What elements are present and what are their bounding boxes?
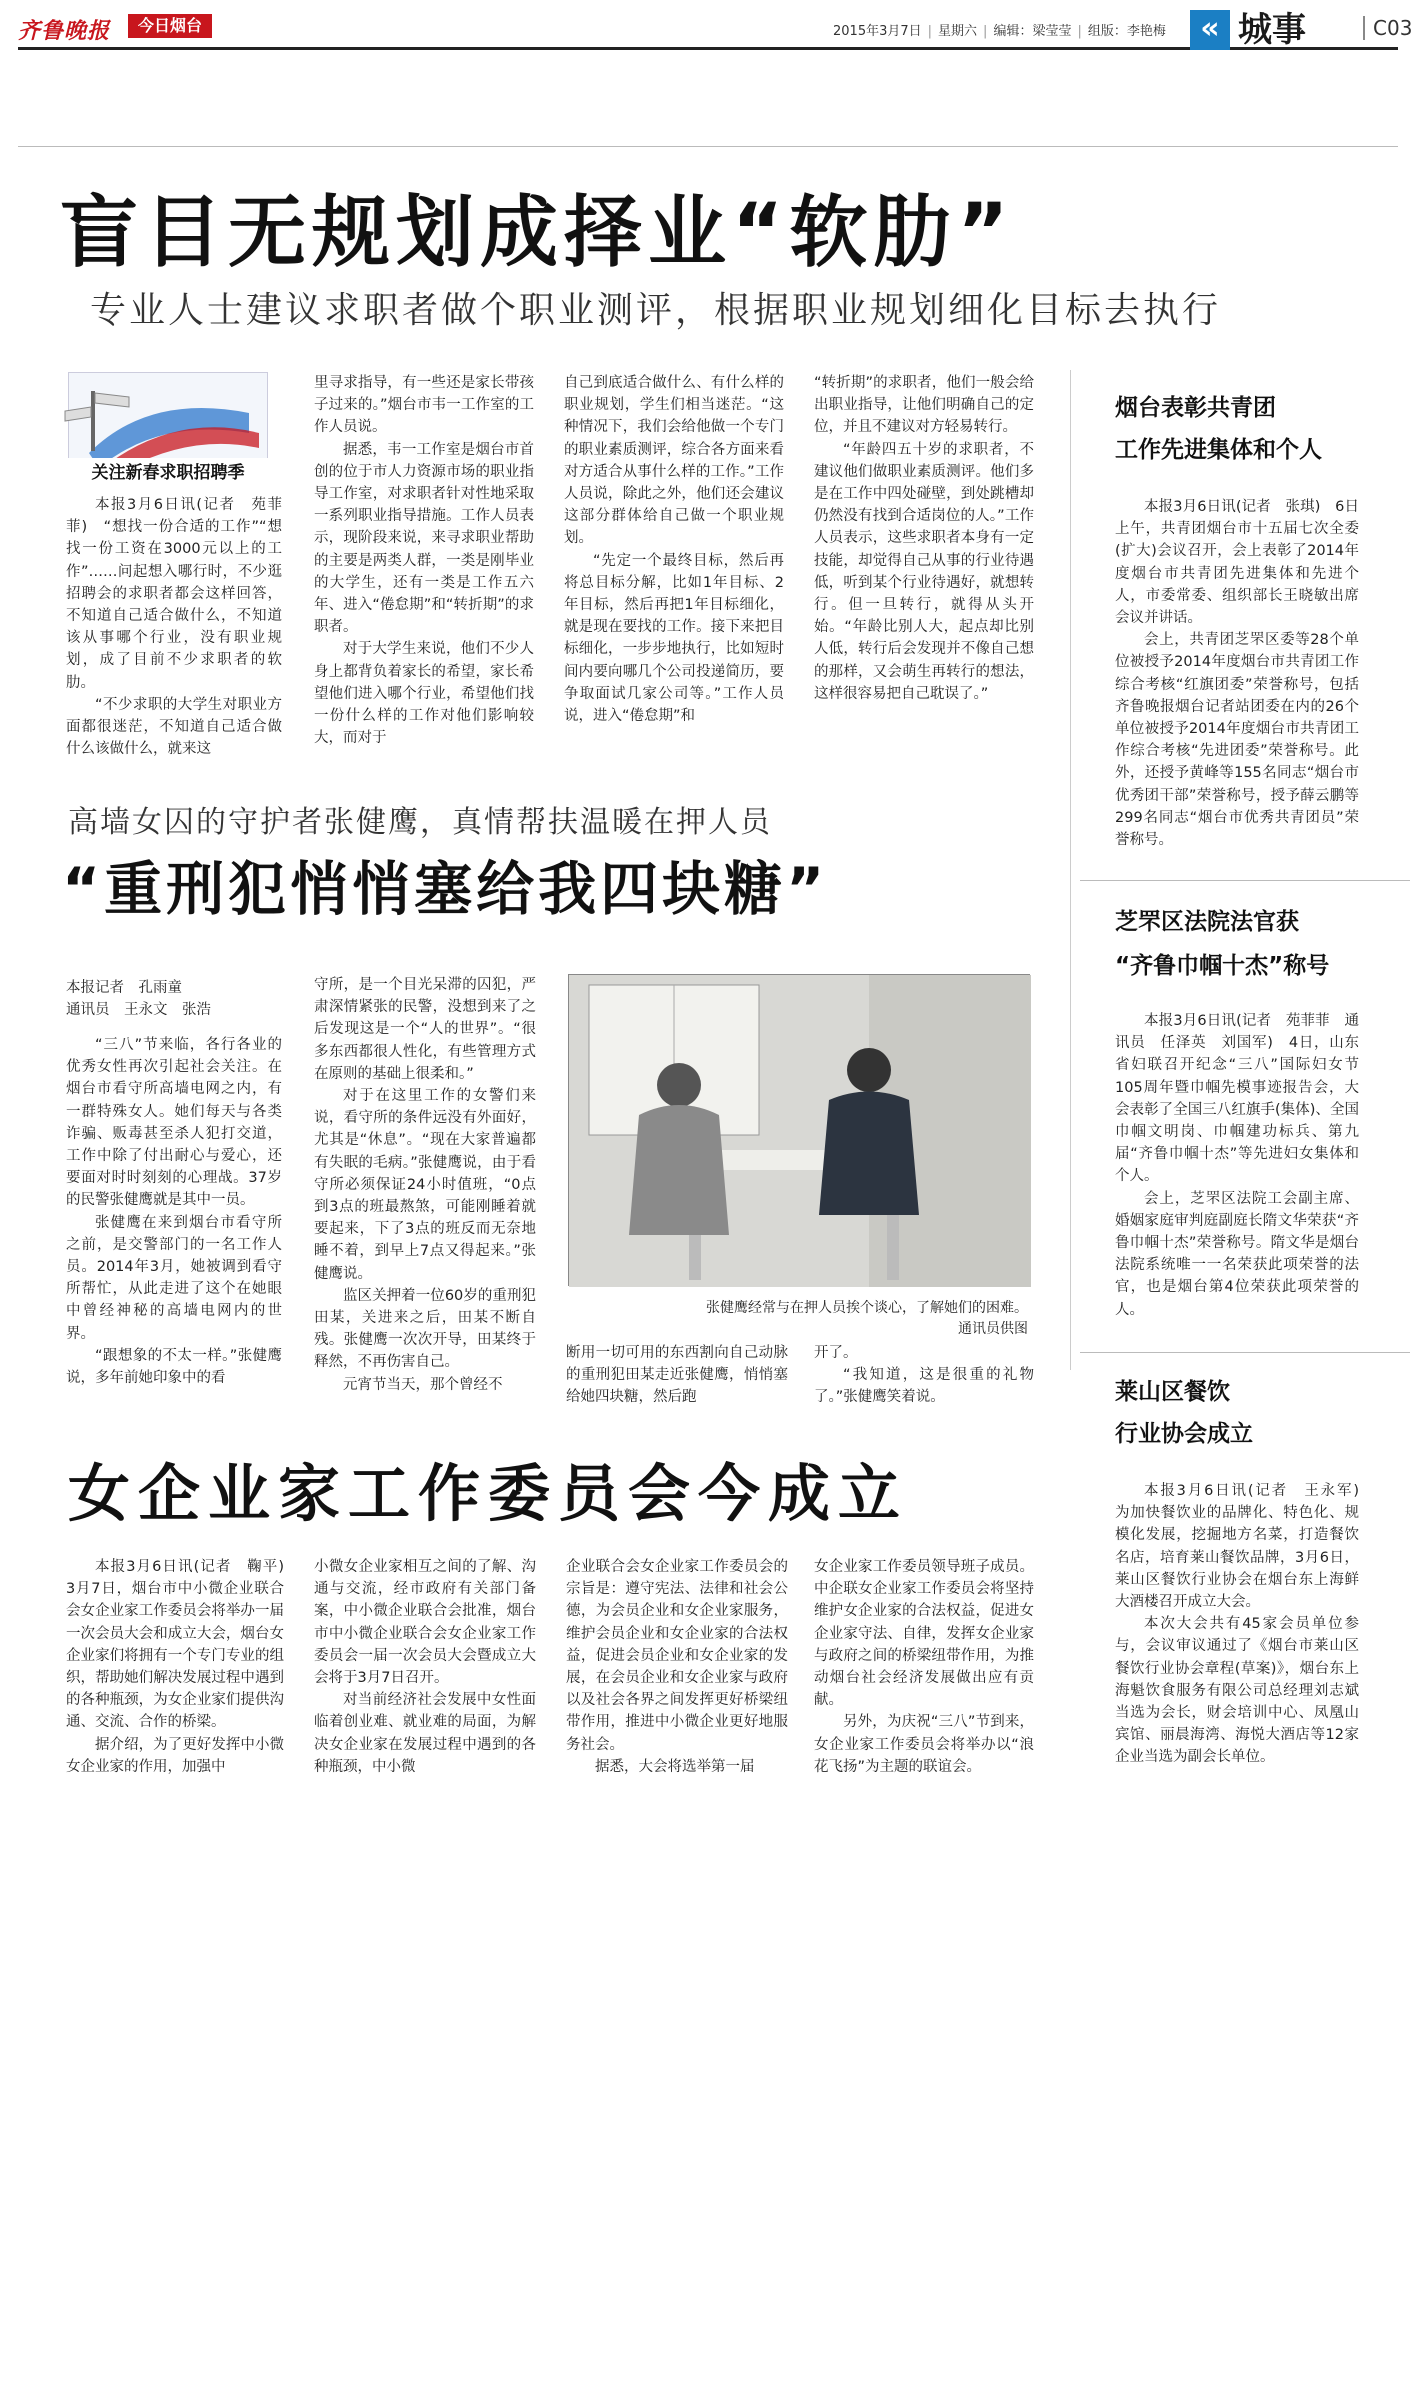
sidebar2-title-line1: 芝罘区法院法官获 bbox=[1115, 909, 1299, 935]
sidebar3-title-line1: 莱山区餐饮 bbox=[1115, 1379, 1230, 1405]
paragraph: 自己到底适合做什么、有什么样的职业规划，学生们相当迷茫。“这种情况下，我们会给他做一个专门的职业素质测评，综合各方面来看对方适合从事什么样的工作。”工作人员说，除此之外，他们还会建议这部分群体给自己做一个职业规划。 bbox=[564, 375, 784, 547]
newspaper-logo: 齐鲁晚报 bbox=[18, 18, 111, 44]
weekday: 星期六 bbox=[938, 24, 978, 39]
paragraph: 本报3月6日讯(记者 王永军) 为加快餐饮业的品牌化、特色化、规模化发展，挖掘地方名菜，打造餐饮名店，培育莱山餐饮品牌，3月6日，莱山区餐饮行业协会在烟台东上海鲜大酒楼召开成立大会。 bbox=[1115, 1483, 1374, 1611]
paragraph: 守所，是一个目光呆滞的囚犯，严肃深情紧张的民警，没想到来了之后发现这是一个“人的世界”。“很多东西都很人性化，有些管理方式在原则的基础上很柔和。” bbox=[314, 977, 536, 1082]
layout-editor: 组版：李艳梅 bbox=[1087, 24, 1166, 39]
story2-column-2 bbox=[314, 974, 536, 1400]
date: 2015年3月7日 bbox=[833, 24, 922, 39]
story3-column-1 bbox=[66, 1556, 299, 1786]
paragraph: 另外，为庆祝“三八”节到来，女企业家工作委员会将举办以“浪花飞扬”为主题的联谊会。 bbox=[814, 1714, 1034, 1775]
paragraph: “我知道，这是很重的礼物了。”张健鹰笑着说。 bbox=[814, 1367, 1034, 1406]
paragraph: 小微女企业家相互之间的了解、沟通与交流，经市政府有关部门备案，中小微企业联合会批准，烟台市中小微企业联合会女企业家工作委员会一届一次会员大会暨成立大会将于3月7日召开。 bbox=[314, 1559, 536, 1687]
paragraph: 据介绍，为了更好发挥中小微女企业家的作用，加强中 bbox=[66, 1736, 284, 1775]
paragraph: “不少求职的大学生对职业方面都很迷茫，不知道自己适合做什么该做什么，就来这 bbox=[66, 696, 282, 758]
story2-column-4 bbox=[814, 1342, 1034, 1406]
story2-photo bbox=[568, 974, 1030, 1286]
sidebar-rule bbox=[1080, 1352, 1410, 1353]
caption-text: 张健鹰经常与在押人员挨个谈心，了解她们的困难。 bbox=[706, 1300, 1028, 1316]
paragraph: “转折期”的求职者，他们一般会给出职业指导，让他们明确自己的定位，并且不建议对方轻易转行。 bbox=[814, 375, 1034, 436]
paragraph: 本报3月6日讯(记者 鞠平) 3月7日，烟台市中小微企业联合会女企业家工作委员会将举办一届一次会员大会和成立大会，烟台女企业家们将拥有一个专门专业的组织，帮助她们解决发展过程中遇到的各种瓶颈，为女企业家们提供沟通、交流、合作的桥梁。 bbox=[66, 1559, 299, 1731]
story3-column-2 bbox=[314, 1556, 536, 1786]
paragraph: “年龄四五十岁的求职者，不建议他们做职业素质测评。他们多是在工作中四处碰壁，到处跳槽却仍然没有找到合适岗位的人。”工作人员表示，这些求职者本身有一定技能，却觉得自己从事的行业待遇低，听到某个行业待遇好，就想转行。但一旦转行，就得从头开始。“年龄比别人大，起点却比别人低，转行后会发现并不像自己想的那样，又会萌生再转行的想法，这样很容易把自己耽误了。” bbox=[814, 441, 1034, 702]
sidebar3-body bbox=[1115, 1480, 1374, 1790]
paragraph: 本次大会共有45家会员单位参与，会议审议通过了《烟台市莱山区餐饮行业协会章程(草案)》，烟台东上海魁饮食服务有限公司总经理刘志斌当选为会长，财会培训中心、凤凰山宾馆、丽晨海湾、海悦大酒店等12家企业当选为副会长单位。 bbox=[1115, 1616, 1359, 1766]
sidebar3-title-line2: 行业协会成立 bbox=[1115, 1421, 1253, 1447]
sidebar1-title-line2: 工作先进集体和个人 bbox=[1115, 437, 1322, 463]
paragraph: 监区关押着一位60岁的重刑犯田某，关进来之后，田某不断自残。张健鹰一次次开导，田某终于释然，不再伤害自己。 bbox=[314, 1287, 536, 1371]
sidebar-rule bbox=[1080, 880, 1410, 881]
double-chevron-left-icon: « bbox=[1190, 10, 1230, 50]
editor: 编辑：梁莹莹 bbox=[993, 24, 1072, 39]
sidebar2-title-line2: “齐鲁巾帼十杰”称号 bbox=[1115, 953, 1330, 979]
masthead bbox=[18, 10, 1413, 50]
story2-column-1 bbox=[66, 1034, 282, 1400]
story2-headline: “重刑犯悄悄塞给我四块糖” bbox=[62, 855, 829, 923]
paragraph: 断用一切可用的东西割向自己动脉的重刑犯田某走近张健鹰，悄悄塞给她四块糖，然后跑 bbox=[566, 1345, 788, 1406]
paragraph: 本报3月6日讯(记者 苑菲菲) “想找一份合适的工作”“想找一份工资在3000元以上的工作”……问起想入哪行时，不少逛招聘会的求职者都会这样回答，不知道自己适合做什么，不知道该从事哪个行业，没有职业规划，成了目前不少求职者的软肋。 bbox=[66, 497, 282, 691]
story1-column-3 bbox=[564, 372, 784, 780]
story1-deck: 专业人士建议求职者做个职业测评，根据职业规划细化目标去执行 bbox=[90, 290, 1222, 331]
story2-byline-reporter: 本报记者 孔雨童 bbox=[66, 980, 182, 996]
story1-column-1 bbox=[66, 494, 282, 780]
paragraph: 对当前经济社会发展中女性面临着创业难、就业难的局面，为解决女企业家在发展过程中遇到的各种瓶颈，中小微 bbox=[314, 1692, 536, 1775]
paragraph: 会上，芝罘区法院工会副主席、婚姻家庭审判庭副庭长隋文华荣获“齐鲁巾帼十杰”荣誉称号。隋文华是烟台法院系统唯一一名荣获此项荣誉的法官，也是烟台第4位荣获此项荣誉的人。 bbox=[1115, 1190, 1359, 1318]
paragraph: “先定一个最终目标，然后再将总目标分解，比如1年目标、2年目标，然后再把1年目标细化，就是现在要找的工作。接下来把目标细化，一步步地执行，比如短时间内要向哪几个公司投递简历，要争取面试几家公司等。”工作人员说，进入“倦怠期”和 bbox=[564, 552, 784, 725]
story1-kicker: 关注新春求职招聘季 bbox=[68, 458, 268, 483]
paragraph: 对于在这里工作的女警们来说，看守所的条件远没有外面好，尤其是“休息”。“现在大家普遍都有失眠的毛病。”张健鹰说，由于看守所必须保证24小时值班，“0点到3点的班最熬煞，可能刚睡着就要起来，下了3点的班反而无奈地睡不着，到早上7点又得起来。”张健鹰说。 bbox=[314, 1088, 536, 1282]
story2-byline-correspondent: 通讯员 王永文 张浩 bbox=[66, 1002, 211, 1018]
story2-column-3 bbox=[566, 1342, 788, 1406]
paragraph: 女企业家工作委员领导班子成员。中企联女企业家工作委员会将坚持维护女企业家的合法权益，促进女企业家守法、自律，发挥女企业家与政府之间的桥梁纽带作用，为推动烟台社会经济发展做出应有贡献。 bbox=[814, 1559, 1034, 1709]
paragraph: 据悉，韦一工作室是烟台市首创的位于市人力资源市场的职业指导工作室，对求职者针对性地采取一系列职业指导措施。工作人员表示，现阶段来说，来寻求职业帮助的主要是两类人群，一类是刚毕业的大学生，还有一类是工作五六年、进入“倦怠期”和“转折期”的求职者。 bbox=[314, 441, 534, 636]
sidebar1-title-line1: 烟台表彰共青团 bbox=[1115, 395, 1276, 421]
story3-column-3 bbox=[566, 1556, 788, 1786]
paragraph: 元宵节当天，那个曾经不 bbox=[343, 1376, 503, 1393]
paragraph: “跟想象的不太一样。”张健鹰说，多年前她印象中的看 bbox=[66, 1347, 282, 1387]
paragraph: 开了。 bbox=[814, 1345, 858, 1361]
caption-credit: 通讯员供图 bbox=[958, 1321, 1028, 1337]
sidebar-divider bbox=[1070, 370, 1071, 1370]
paragraph: “三八”节来临，各行各业的优秀女性再次引起社会关注。在烟台市看守所高墙电网之内，有一群特殊女人。她们每天与各类诈骗、贩毒甚至杀人犯打交道，工作中除了付出耐心与爱心，还要面对时时刻刻的心理战。37岁的民警张健鹰就是其中一员。 bbox=[66, 1037, 282, 1209]
dateline: 2015年3月7日 | 星期六 | 编辑：梁莹莹 | 组版：李艳梅 bbox=[833, 24, 1166, 39]
story2-subhead: 高墙女囚的守护者张健鹰，真情帮扶温暖在押人员 bbox=[68, 805, 772, 840]
story1-column-2 bbox=[314, 372, 534, 780]
paragraph: 本报3月6日讯(记者 苑菲菲 通讯员 任泽英 刘国军) 4日，山东省妇联召开纪念“三八”国际妇女节105周年暨巾帼先模事迹报告会，大会表彰了全国三八红旗手(集体)、全国巾帼文明岗、巾帼建功标兵、第九届“齐鲁巾帼十杰”等先进妇女集体和个人。 bbox=[1115, 1013, 1359, 1185]
story3-column-4 bbox=[814, 1556, 1034, 1786]
paragraph: 企业联合会女企业家工作委员会的宗旨是：遵守宪法、法律和社会公德，为会员企业和女企业家服务，维护会员企业和女企业家的合法权益，促进会员企业和女企业家的发展，在会员企业和女企业家与政府以及社会各界之间发挥更好桥梁纽带作用，推进中小微企业更好地服务社会。 bbox=[566, 1559, 788, 1753]
paragraph: 对于大学生来说，他们不少人身上都背负着家长的希望，家长希望他们进入哪个行业，希望他们找一份什么样的工作对他们影响较大，而对于 bbox=[314, 641, 534, 747]
paragraph: 会上，共青团芝罘区委等28个单位被授予2014年度烟台市共青团工作综合考核“红旗团委”荣誉称号，包括齐鲁晚报烟台记者站团委在内的26个单位被授予2014年度烟台市共青团工作综合考核“先进团委”荣誉称号。此外，还授予黄峰等155名同志“烟台市优秀团干部”荣誉称号，授予薛云鹏等299名同志“烟台市优秀共青团员”荣誉称号。 bbox=[1115, 632, 1359, 849]
sidebar2-body bbox=[1115, 1010, 1359, 1340]
story3-headline: 女企业家工作委员会今成立 bbox=[68, 1457, 909, 1530]
header-rule bbox=[18, 146, 1398, 147]
paragraph: 里寻求指导，有一些还是家长带孩子过来的。”烟台市韦一工作室的工作人员说。 bbox=[314, 375, 534, 436]
story1-column-4 bbox=[814, 372, 1034, 780]
paragraph: 据悉，大会将选举第一届 bbox=[595, 1758, 755, 1775]
section-tag: 今日烟台 bbox=[128, 14, 212, 38]
sidebar1-body bbox=[1115, 496, 1359, 868]
story2-photo-caption bbox=[600, 1298, 1028, 1340]
page-number: C03 bbox=[1363, 16, 1412, 40]
channel-title: 城事 bbox=[1238, 10, 1306, 50]
paragraph: 本报3月6日讯(记者 张琪) 6日上午，共青团烟台市十五届七次全委(扩大)会议召开，会上表彰了2014年度烟台市共青团先进集体和先进个人，市委常委、组织部长王晓敏出席会议并讲话。 bbox=[1115, 499, 1359, 627]
paragraph: 张健鹰在来到烟台市看守所之前，是交警部门的一名工作人员。2014年3月，她被调到看守所帮忙，从此走进了这个在她眼中曾经神秘的高墙电网内的世界。 bbox=[66, 1214, 282, 1342]
story1-headline: 盲目无规划成择业“软肋” bbox=[60, 188, 1015, 278]
